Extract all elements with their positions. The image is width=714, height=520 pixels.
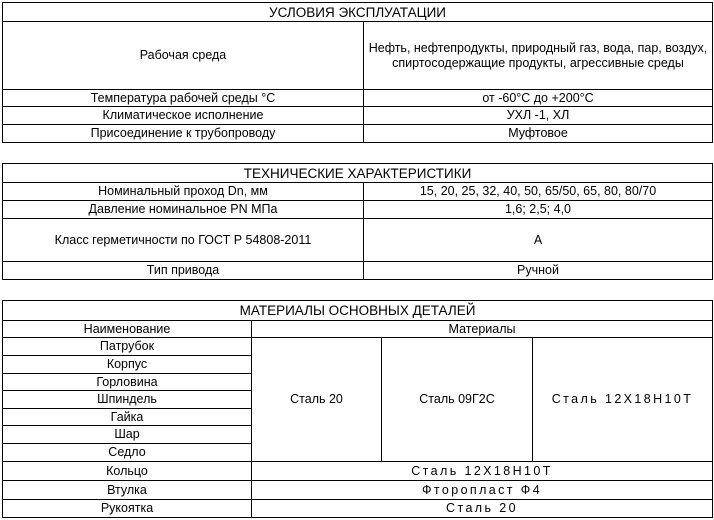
row-label-temperature: Температура рабочей среды °С: [3, 90, 364, 107]
part-name: Шпиндель: [3, 391, 252, 409]
specs-table: [2, 163, 713, 280]
materials-title: МАТЕРИАЛЫ ОСНОВНЫХ ДЕТАЛЕЙ: [3, 301, 713, 321]
row-label-tightness-class: Класс герметичности по ГОСТ Р 54808-2011: [3, 219, 364, 262]
materials-table: [2, 300, 713, 518]
part-name: Седло: [3, 444, 252, 462]
row-value-pressure: 1,6; 2,5; 4,0: [364, 201, 713, 219]
part-name: Гайка: [3, 409, 252, 426]
row-value-drive-type: Ручной: [364, 262, 713, 280]
row-value-connection: Муфтовое: [364, 125, 713, 143]
part-name: Рукоятка: [3, 500, 252, 518]
part-material: Сталь 12Х18Н10Т: [252, 462, 713, 481]
row-label-climate: Климатическое исполнение: [3, 107, 364, 125]
col-header-name: Наименование: [3, 321, 252, 338]
part-name: Втулка: [3, 481, 252, 500]
row-label-nominal-bore: Номинальный проход Dn, мм: [3, 183, 364, 201]
specs-title: ТЕХНИЧЕСКИЕ ХАРАКТЕРИСТИКИ: [3, 164, 713, 183]
row-label-working-medium: Рабочая среда: [3, 22, 364, 90]
row-label-connection: Присоединение к трубопроводу: [3, 125, 364, 143]
row-value-climate: УХЛ -1, ХЛ: [364, 107, 713, 125]
material-option: Сталь 09Г2С: [382, 338, 533, 462]
row-label-drive-type: Тип привода: [3, 262, 364, 280]
part-name: Кольцо: [3, 462, 252, 481]
material-option: Сталь 12Х18Н10Т: [533, 338, 713, 462]
conditions-title: УСЛОВИЯ ЭКСПЛУАТАЦИИ: [3, 3, 713, 22]
conditions-table: [2, 2, 713, 143]
material-option: Сталь 20: [252, 338, 382, 462]
part-material: Сталь 20: [252, 500, 713, 518]
part-name: Шар: [3, 426, 252, 444]
part-name: Патрубок: [3, 338, 252, 356]
row-value-working-medium: Нефть, нефтепродукты, природный газ, вода, пар, воздух, спиртосодержащие продукты, агрессивные среды: [364, 22, 713, 90]
part-name: Корпус: [3, 356, 252, 374]
part-name: Горловина: [3, 374, 252, 391]
row-value-nominal-bore: 15, 20, 25, 32, 40, 50, 65/50, 65, 80, 80/70: [364, 183, 713, 201]
col-header-materials: Материалы: [252, 321, 713, 338]
part-material: Фторопласт Ф4: [252, 481, 713, 500]
row-value-tightness-class: А: [364, 219, 713, 262]
row-value-temperature: от -60°С до +200°С: [364, 90, 713, 107]
row-label-pressure: Давление номинальное PN МПа: [3, 201, 364, 219]
